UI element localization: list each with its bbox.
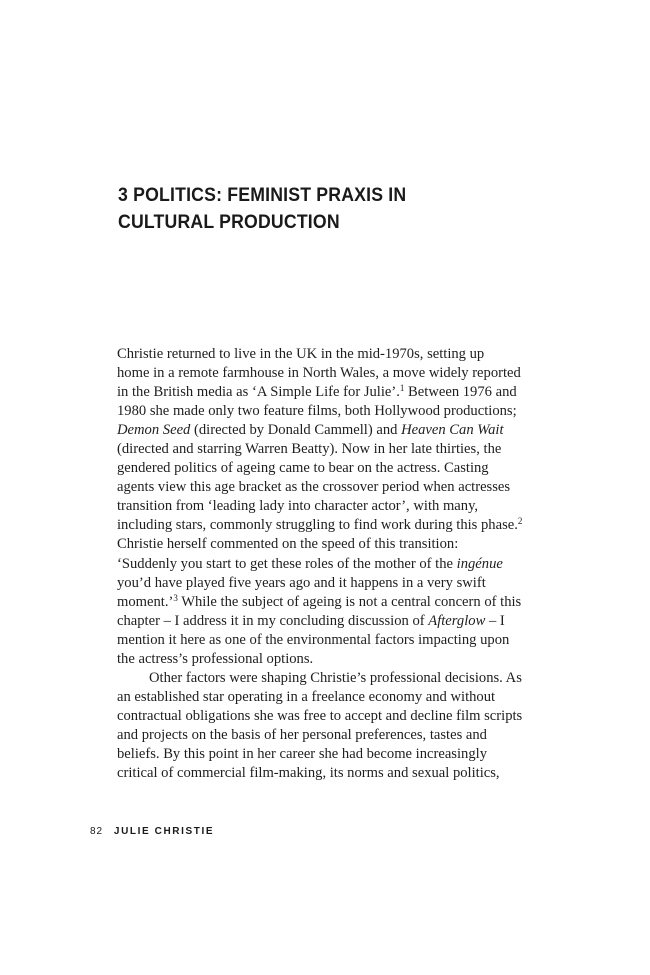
paragraph-1 (117, 345, 557, 669)
text-segment: (directed by Donald Cammell) and (190, 422, 402, 439)
text-segment: including stars, commonly struggling to find work during this phase. (117, 517, 518, 534)
text-line: an established star operating in a freelance economy and without (117, 688, 496, 705)
film-title-afterglow: Afterglow (428, 612, 486, 629)
text-line: transition from ‘leading lady into character actor’, with many, (117, 498, 479, 515)
text-line: and projects on the basis of her personal preferences, tastes and (117, 726, 487, 743)
footnote-marker-2[interactable]: 2 (517, 516, 523, 527)
body-text (117, 345, 557, 783)
text-segment: in the British media as ‘A Simple Life for Julie’. (117, 384, 400, 401)
chapter-title-line-1: 3 POLITICS: FEMINIST PRAXIS IN (118, 185, 407, 206)
text-line: gendered politics of ageing came to bear on the actress. Casting (117, 460, 489, 477)
running-head: JULIE CHRISTIE (113, 826, 215, 837)
italic-term: ingénue (456, 555, 503, 572)
text-line (117, 612, 557, 631)
text-segment: moment.’ (117, 593, 174, 610)
text-segment: chapter – I address it in my concluding discussion of (117, 612, 429, 629)
text-line (117, 555, 557, 574)
text-line: agents view this age bracket as the crossover period when actresses (117, 479, 511, 496)
text-line: home in a remote farmhouse in North Wales, a move widely reported (117, 365, 521, 382)
text-line: you’d have played five years ago and it happens in a very swift (117, 574, 486, 591)
text-line (117, 383, 557, 402)
page-footer (90, 826, 214, 837)
text-segment: – I (485, 612, 505, 629)
text-line: (directed and starring Warren Beatty). Now in her late thirties, the (117, 441, 502, 458)
text-line (117, 593, 557, 612)
page-number: 82 (90, 826, 104, 837)
film-title-demon-seed: Demon Seed (117, 422, 191, 439)
text-line: contractual obligations she was free to accept and decline film scripts (117, 707, 523, 724)
text-line: mention it here as one of the environmental factors impacting upon (117, 631, 510, 648)
text-line (117, 421, 557, 440)
footnote-marker-3[interactable]: 3 (173, 592, 178, 603)
text-line: critical of commercial film-making, its norms and sexual politics, (117, 765, 500, 782)
text-line: Other factors were shaping Christie’s professional decisions. As (149, 669, 522, 686)
text-segment: While the subject of ageing is not a central concern of this (177, 593, 522, 610)
text-segment: ‘Suddenly you start to get these roles of the mother of the (117, 555, 457, 572)
footnote-marker-1[interactable]: 1 (399, 383, 405, 394)
text-line (117, 516, 557, 535)
text-segment: Between 1976 and (404, 384, 517, 401)
paragraph-2 (117, 669, 557, 783)
text-line: beliefs. By this point in her career she had become increasingly (117, 745, 487, 762)
chapter-title-line-2: CULTURAL PRODUCTION (118, 212, 340, 233)
chapter-title (118, 182, 527, 236)
text-line: Christie returned to live in the UK in the mid-1970s, setting up (117, 346, 485, 362)
text-line: the actress’s professional options. (117, 650, 314, 667)
text-line: Christie herself commented on the speed of this transition: (117, 536, 459, 553)
film-title-heaven-can-wait: Heaven Can Wait (401, 422, 504, 439)
text-line: 1980 she made only two feature films, both Hollywood productions; (117, 403, 517, 420)
